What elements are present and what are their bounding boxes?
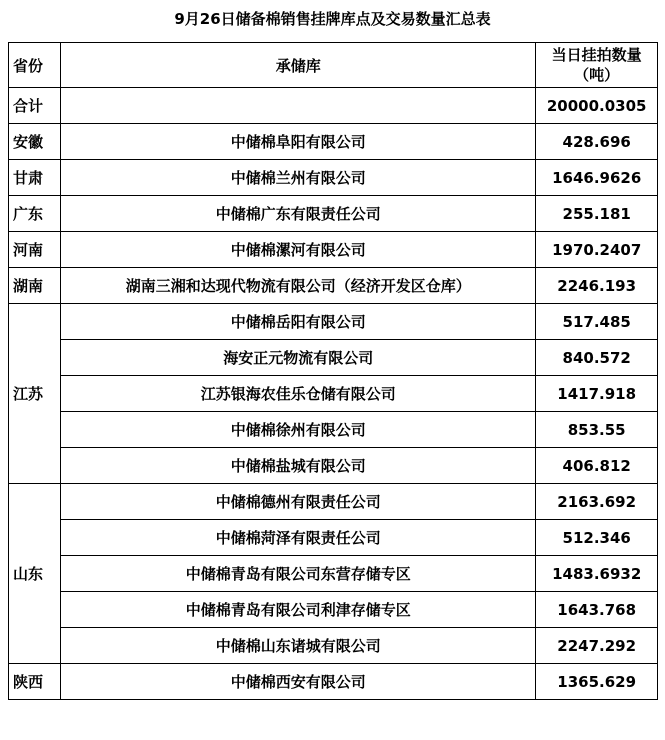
- quantity-cell: 853.55: [536, 412, 658, 448]
- province-cell: 广东: [9, 196, 61, 232]
- table-row: [9, 412, 658, 448]
- quantity-cell: 2247.292: [536, 628, 658, 664]
- warehouse-cell: 湖南三湘和达现代物流有限公司（经济开发区仓库）: [61, 268, 536, 304]
- province-cell: 山东: [9, 484, 61, 664]
- warehouse-cell: 中储棉青岛有限公司东营存储专区: [61, 556, 536, 592]
- header-quantity-line1: 当日挂拍数量: [551, 46, 642, 64]
- total-warehouse-cell: [61, 88, 536, 124]
- warehouse-cell: 海安正元物流有限公司: [61, 340, 536, 376]
- table-row: [9, 232, 658, 268]
- quantity-cell: 1970.2407: [536, 232, 658, 268]
- table-row: [9, 664, 658, 700]
- table-row: [9, 592, 658, 628]
- table-row: [9, 628, 658, 664]
- province-cell: 安徽: [9, 124, 61, 160]
- quantity-cell: 512.346: [536, 520, 658, 556]
- warehouse-cell: 中储棉德州有限责任公司: [61, 484, 536, 520]
- header-quantity-line2: （吨）: [574, 66, 620, 84]
- warehouse-cell: 中储棉徐州有限公司: [61, 412, 536, 448]
- quantity-cell: 1646.9626: [536, 160, 658, 196]
- warehouse-cell: 中储棉兰州有限公司: [61, 160, 536, 196]
- table-row: [9, 520, 658, 556]
- province-cell: 湖南: [9, 268, 61, 304]
- warehouse-cell: 中储棉青岛有限公司利津存储专区: [61, 592, 536, 628]
- quantity-cell: 428.696: [536, 124, 658, 160]
- quantity-cell: 1483.6932: [536, 556, 658, 592]
- quantity-cell: 2163.692: [536, 484, 658, 520]
- warehouse-cell: 中储棉阜阳有限公司: [61, 124, 536, 160]
- table-row: [9, 196, 658, 232]
- warehouse-cell: 中储棉菏泽有限责任公司: [61, 520, 536, 556]
- quantity-cell: 1365.629: [536, 664, 658, 700]
- header-row: [9, 43, 658, 88]
- warehouse-cell: 中储棉广东有限责任公司: [61, 196, 536, 232]
- province-cell: 甘肃: [9, 160, 61, 196]
- quantity-cell: 1643.768: [536, 592, 658, 628]
- header-warehouse: 承储库: [61, 43, 536, 88]
- table-row: [9, 160, 658, 196]
- warehouse-cell: 中储棉盐城有限公司: [61, 448, 536, 484]
- header-quantity: [536, 43, 658, 88]
- table-row: [9, 448, 658, 484]
- warehouse-cell: 中储棉山东诸城有限公司: [61, 628, 536, 664]
- header-province: 省份: [9, 43, 61, 88]
- province-cell: 江苏: [9, 304, 61, 484]
- quantity-cell: 840.572: [536, 340, 658, 376]
- table-row: [9, 484, 658, 520]
- quantity-cell: 255.181: [536, 196, 658, 232]
- total-quantity: 20000.0305: [536, 88, 658, 124]
- province-cell: 河南: [9, 232, 61, 268]
- table-row: [9, 340, 658, 376]
- warehouse-cell: 中储棉岳阳有限公司: [61, 304, 536, 340]
- province-cell: 陕西: [9, 664, 61, 700]
- warehouse-cell: 中储棉西安有限公司: [61, 664, 536, 700]
- total-label: 合计: [9, 88, 61, 124]
- table-row: [9, 556, 658, 592]
- table-row: [9, 376, 658, 412]
- table-title: 9月26日储备棉销售挂牌库点及交易数量汇总表: [174, 10, 491, 28]
- total-row: [9, 88, 658, 124]
- table-row: [9, 304, 658, 340]
- quantity-cell: 2246.193: [536, 268, 658, 304]
- warehouse-cell: 中储棉漯河有限公司: [61, 232, 536, 268]
- quantity-cell: 1417.918: [536, 376, 658, 412]
- summary-table: [8, 42, 658, 700]
- table-row: [9, 124, 658, 160]
- table-row: [9, 268, 658, 304]
- quantity-cell: 406.812: [536, 448, 658, 484]
- quantity-cell: 517.485: [536, 304, 658, 340]
- warehouse-cell: 江苏银海农佳乐仓储有限公司: [61, 376, 536, 412]
